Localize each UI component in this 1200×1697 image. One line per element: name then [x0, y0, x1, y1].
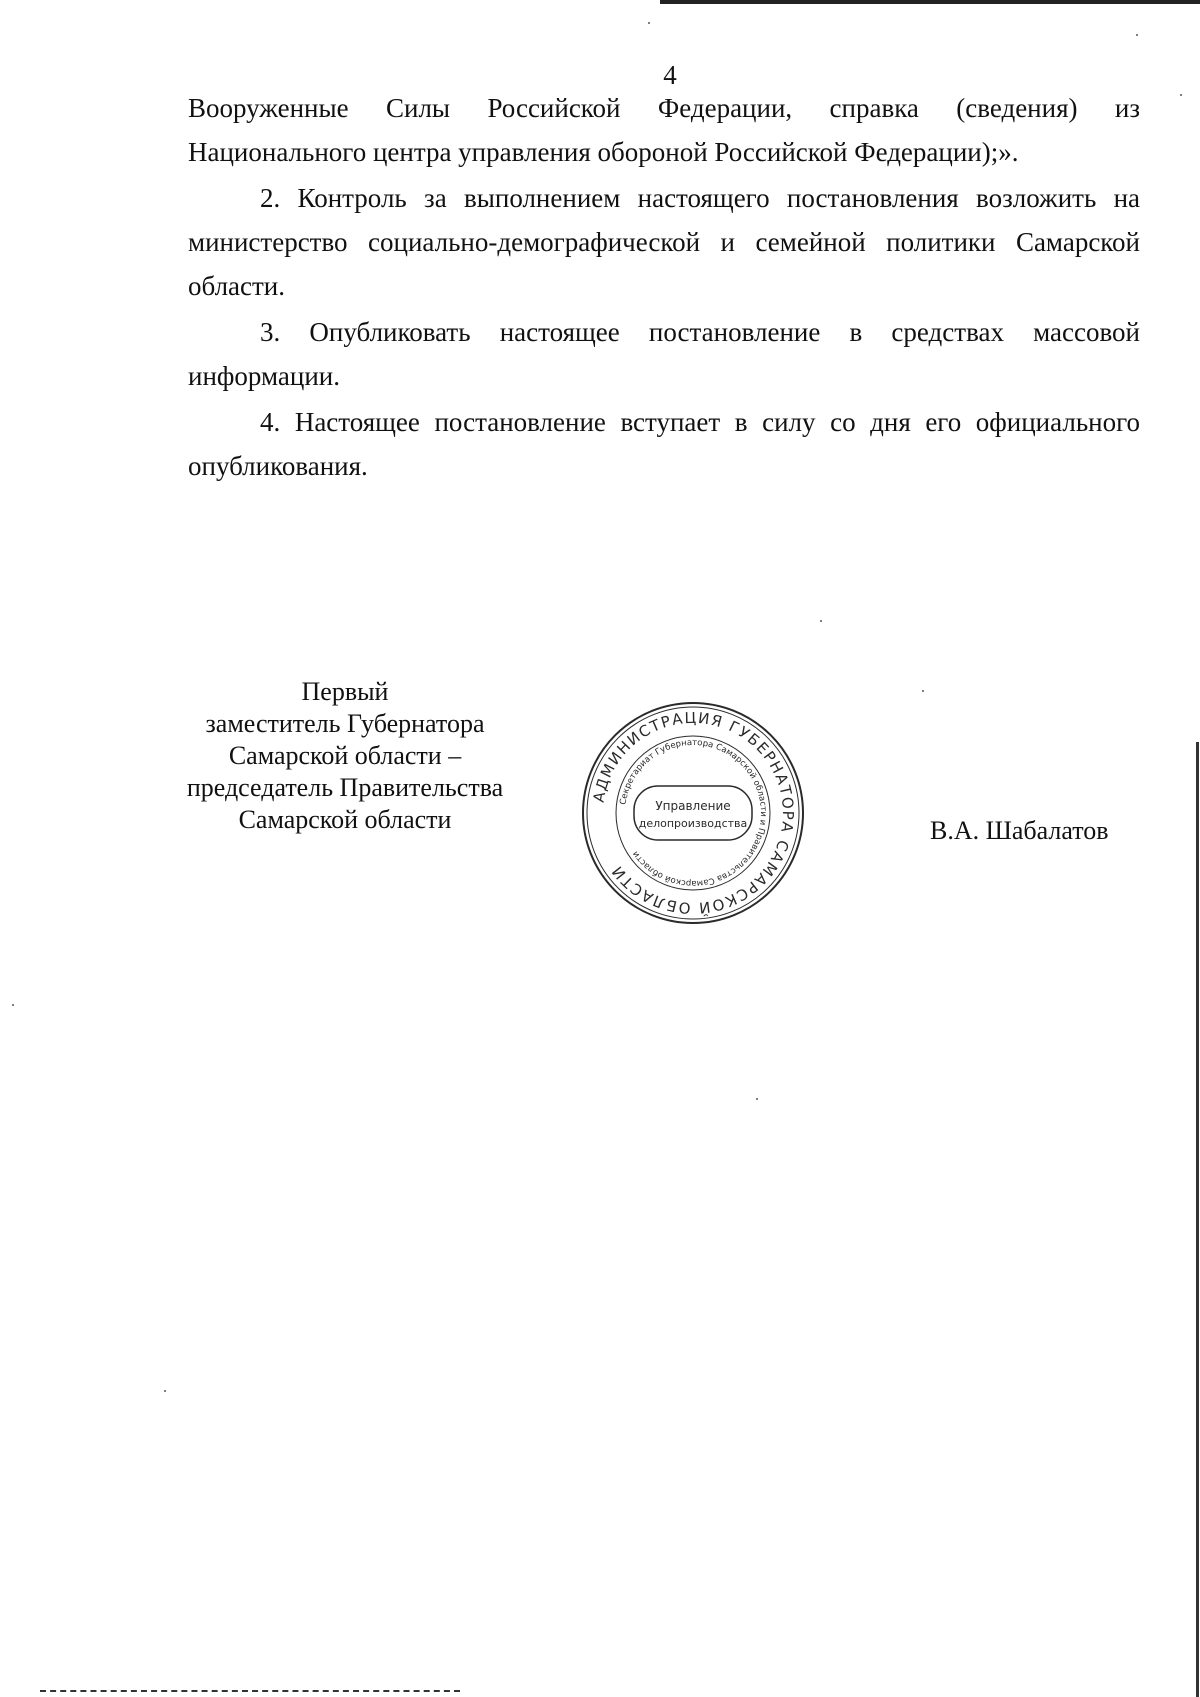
stamp-middle-ring [616, 736, 770, 890]
stamp-center-line-2: делопроизводства [638, 817, 748, 830]
scan-speck [648, 22, 650, 24]
stamp-center-box [634, 786, 752, 840]
stamp-outer-text: АДМИНИСТРАЦИЯ ГУБЕРНАТОРА САМАРСКОЙ ОБЛАСТИ [589, 708, 798, 918]
scan-right-edge [1196, 742, 1199, 1697]
signatory-position [170, 676, 520, 836]
paragraph-item-3: 3. Опубликовать настоящее постановление в средствах массовой информации. [188, 317, 1140, 391]
document-body [188, 86, 1140, 488]
position-line: Первый [301, 677, 389, 706]
scan-top-edge [660, 0, 1200, 4]
scan-speck [1136, 34, 1138, 36]
scan-speck [1180, 94, 1182, 96]
scan-speck [820, 620, 822, 622]
scan-speck [12, 1004, 14, 1006]
signatory-name: В.А. Шабалатов [930, 816, 1109, 845]
scan-bottom-edge [40, 1690, 460, 1692]
page-number: 4 [663, 60, 677, 90]
position-line: заместитель Губернатора [205, 709, 485, 738]
paragraph-continuation: Вооруженные Силы Российской Федерации, справка (сведения) из Национального центра управления обороной Российской Федерации);». [188, 93, 1140, 167]
stamp-middle-text: Секретариат Губернатора Самарской области и Правительства Самарской области [618, 737, 769, 889]
position-line: Самарской области – [228, 741, 462, 770]
scan-speck [922, 690, 924, 692]
stamp-center-line-1: Управление [655, 799, 731, 813]
scan-speck [756, 1098, 758, 1100]
official-stamp [580, 700, 806, 926]
position-line: председатель Правительства [186, 773, 504, 802]
scan-speck [164, 1390, 166, 1392]
paragraph-item-4: 4. Настоящее постановление вступает в силу со дня его официального опубликования. [188, 407, 1140, 481]
position-line: Самарской области [238, 805, 452, 834]
paragraph-item-2: 2. Контроль за выполнением настоящего постановления возложить на министерство социально-демографической и семейной политики Самарской области. [188, 183, 1140, 301]
